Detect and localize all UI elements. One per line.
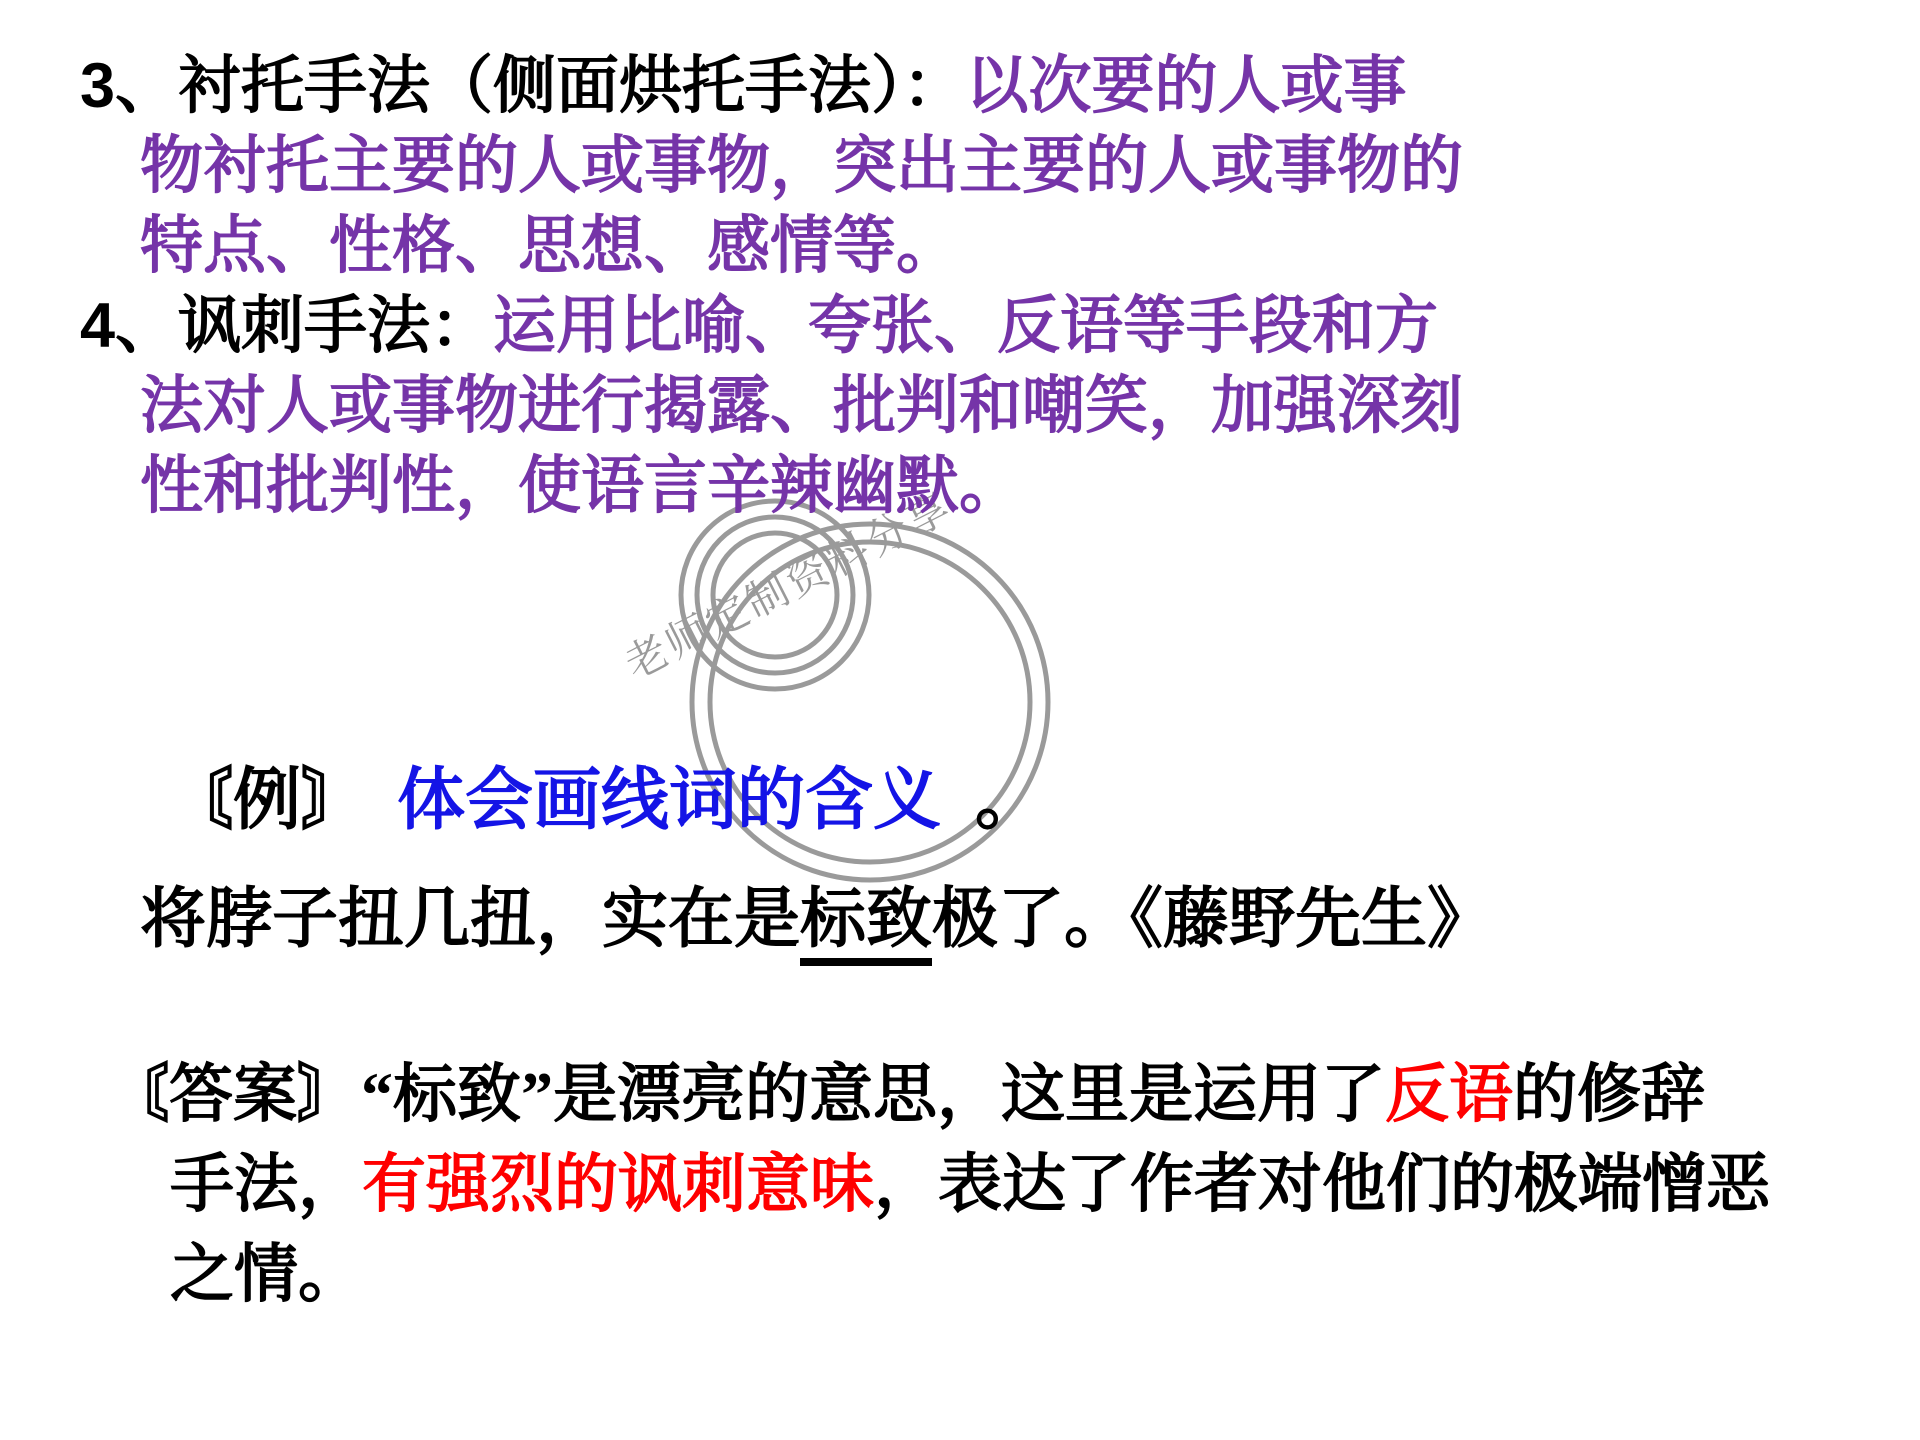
point-3-number: 3、	[80, 51, 179, 121]
answer-l1-black2: 的修辞	[1513, 1059, 1705, 1130]
answer-l1-black: “标致”是漂亮的意思，这里是运用了	[361, 1059, 1385, 1130]
answer-l3: 之情。	[170, 1239, 362, 1310]
point-3	[80, 46, 1600, 286]
point-3-heading: 衬托手法（侧面烘托手法）：	[178, 51, 966, 121]
answer-l2-black: 手法，	[170, 1149, 362, 1220]
point-3-body-line3: 特点、性格、思想、感情等。	[140, 211, 959, 281]
example-bracket-label: 〘例〙	[165, 762, 370, 838]
example-line	[165, 758, 1043, 842]
watermark-circle-icon	[681, 501, 869, 689]
point-4-body-line1: 运用比喻、夸张、反语等手段和方	[493, 291, 1439, 361]
example-prompt: 体会画线词的含义	[397, 762, 942, 838]
watermark-circle-icon	[713, 533, 837, 657]
point-3-body-line2: 物衬托主要的人或事物，突出主要的人或事物的	[140, 131, 1463, 201]
watermark-circle-icon	[697, 517, 853, 673]
point-3-body-line1: 以次要的人或事	[965, 51, 1407, 121]
point-4	[80, 286, 1600, 526]
quote-underlined-word: 标致	[800, 883, 932, 966]
answer-paragraph	[105, 1050, 1920, 1320]
point-4-body-line2: 法对人或事物进行揭露、批判和嘲笑，加强深刻	[140, 371, 1463, 441]
definition-list	[80, 46, 1600, 526]
answer-l1-red: 反语	[1385, 1059, 1513, 1130]
point-4-number: 4、	[80, 291, 179, 361]
watermark-text: 老师定制资料分享	[617, 482, 960, 688]
quote-post: 极了。《藤野先生》	[932, 883, 1493, 956]
point-4-body-line3: 性和批判性，使语言辛辣幽默。	[140, 451, 1022, 521]
answer-l2-red: 有强烈的讽刺意味	[362, 1149, 874, 1220]
point-4-heading: 讽刺手法：	[178, 291, 494, 361]
quote-pre: 将脖子扭几扭，实在是	[140, 883, 800, 956]
example-period: 。	[975, 762, 1044, 838]
answer-l2-black2: ，表达了作者对他们的极端憎恶	[874, 1149, 1770, 1220]
quote-line	[140, 878, 1493, 962]
answer-bracket-label: 〘答案〙	[105, 1059, 361, 1130]
